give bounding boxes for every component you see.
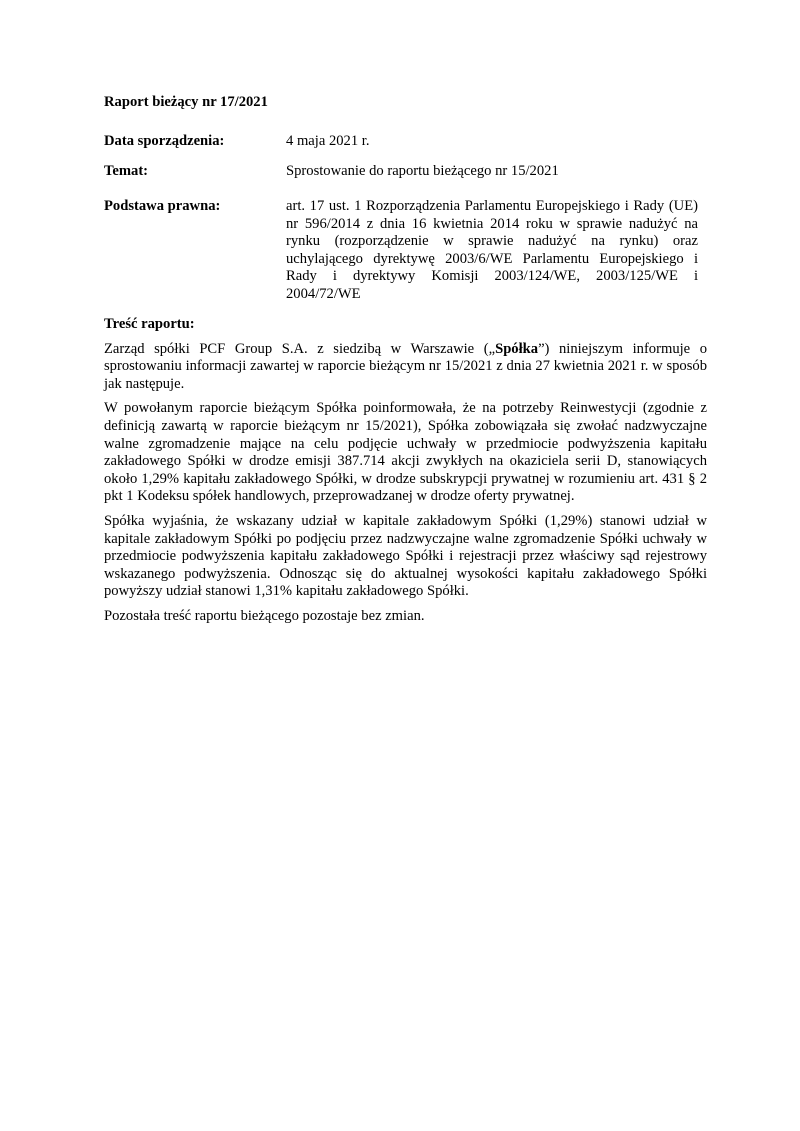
paragraph-1-end: ”) niniejszym informuje o sprostowaniu informacji zawartej w raporcie bieżącym nr 15/2021 z dnia 27 kwietnia 2021 r. w sposób jak następuje.: [104, 340, 708, 392]
paragraph-4: Pozostała treść raportu bieżącego pozostaje bez zmian.: [104, 607, 425, 624]
report-title: Raport bieżący nr 17/2021: [104, 94, 268, 110]
meta-label-legal-basis: Podstawa prawna:: [104, 198, 221, 214]
company-defined-term: Spółka: [495, 340, 539, 357]
meta-value-legal-basis: art. 17 ust. 1 Rozporządzenia Parlamentu Europejskiego i Rady (UE) nr 596/2014 z dnia 16 kwietnia 2014 roku w sprawie nadużyć na rynku (rozporządzenie w sprawie nadużyć na rynku) oraz uchylającego dyrektywę 2003/6/WE Parlamentu Europejskiego i Rady i dyrektywy Komisji 2003/124/WE, 2003/125/WE i 2004/72/WE: [286, 198, 698, 302]
meta-label-subject: Temat:: [104, 163, 149, 179]
meta-value-subject: Sprostowanie do raportu bieżącego nr 15/2021: [286, 163, 559, 179]
paragraph-1: [104, 341, 707, 394]
meta-value-date: 4 maja 2021 r.: [286, 133, 370, 149]
paragraph-2: W powołanym raporcie bieżącym Spółka poinformowała, że na potrzeby Reinwestycji (zgodnie z definicją zawartą w raporcie bieżącym nr 15/2021), Spółka zobowiązała się zwołać nadzwyczajne walne zgromadzenie mające na celu podjęcie uchwały w przedmiocie podwyższenia kapitału zakładowego Spółki w drodze emisji 387.714 akcji zwykłych na okaziciela serii D, stanowiących około 1,29% kapitału zakładowego Spółki, w drodze subskrypcji prywatnej w rozumieniu art. 431 § 2 pkt 1 Kodeksu spółek handlowych, przeprowadzanej w drodze oferty prywatnej.: [104, 400, 707, 505]
meta-label-date: Data sporządzenia:: [104, 133, 225, 149]
content-heading: Treść raportu:: [104, 316, 195, 332]
paragraph-1-start: Zarząd spółki PCF Group S.A. z siedzibą w Warszawie („: [104, 340, 496, 357]
paragraph-3: Spółka wyjaśnia, że wskazany udział w kapitale zakładowym Spółki (1,29%) stanowi udział w kapitale zakładowym Spółki po podjęciu przez nadzwyczajne walne zgromadzenie Spółki uchwały w przedmiocie podwyższenia kapitału zakładowego Spółki i rejestracji przez właściwy sąd rejestrowy wskazanego podwyższenia. Odnosząc się do aktualnej wysokości kapitału zakładowego Spółki powyższy udział stanowi 1,31% kapitału zakładowego Spółki.: [104, 512, 707, 600]
report-content: [104, 316, 707, 633]
